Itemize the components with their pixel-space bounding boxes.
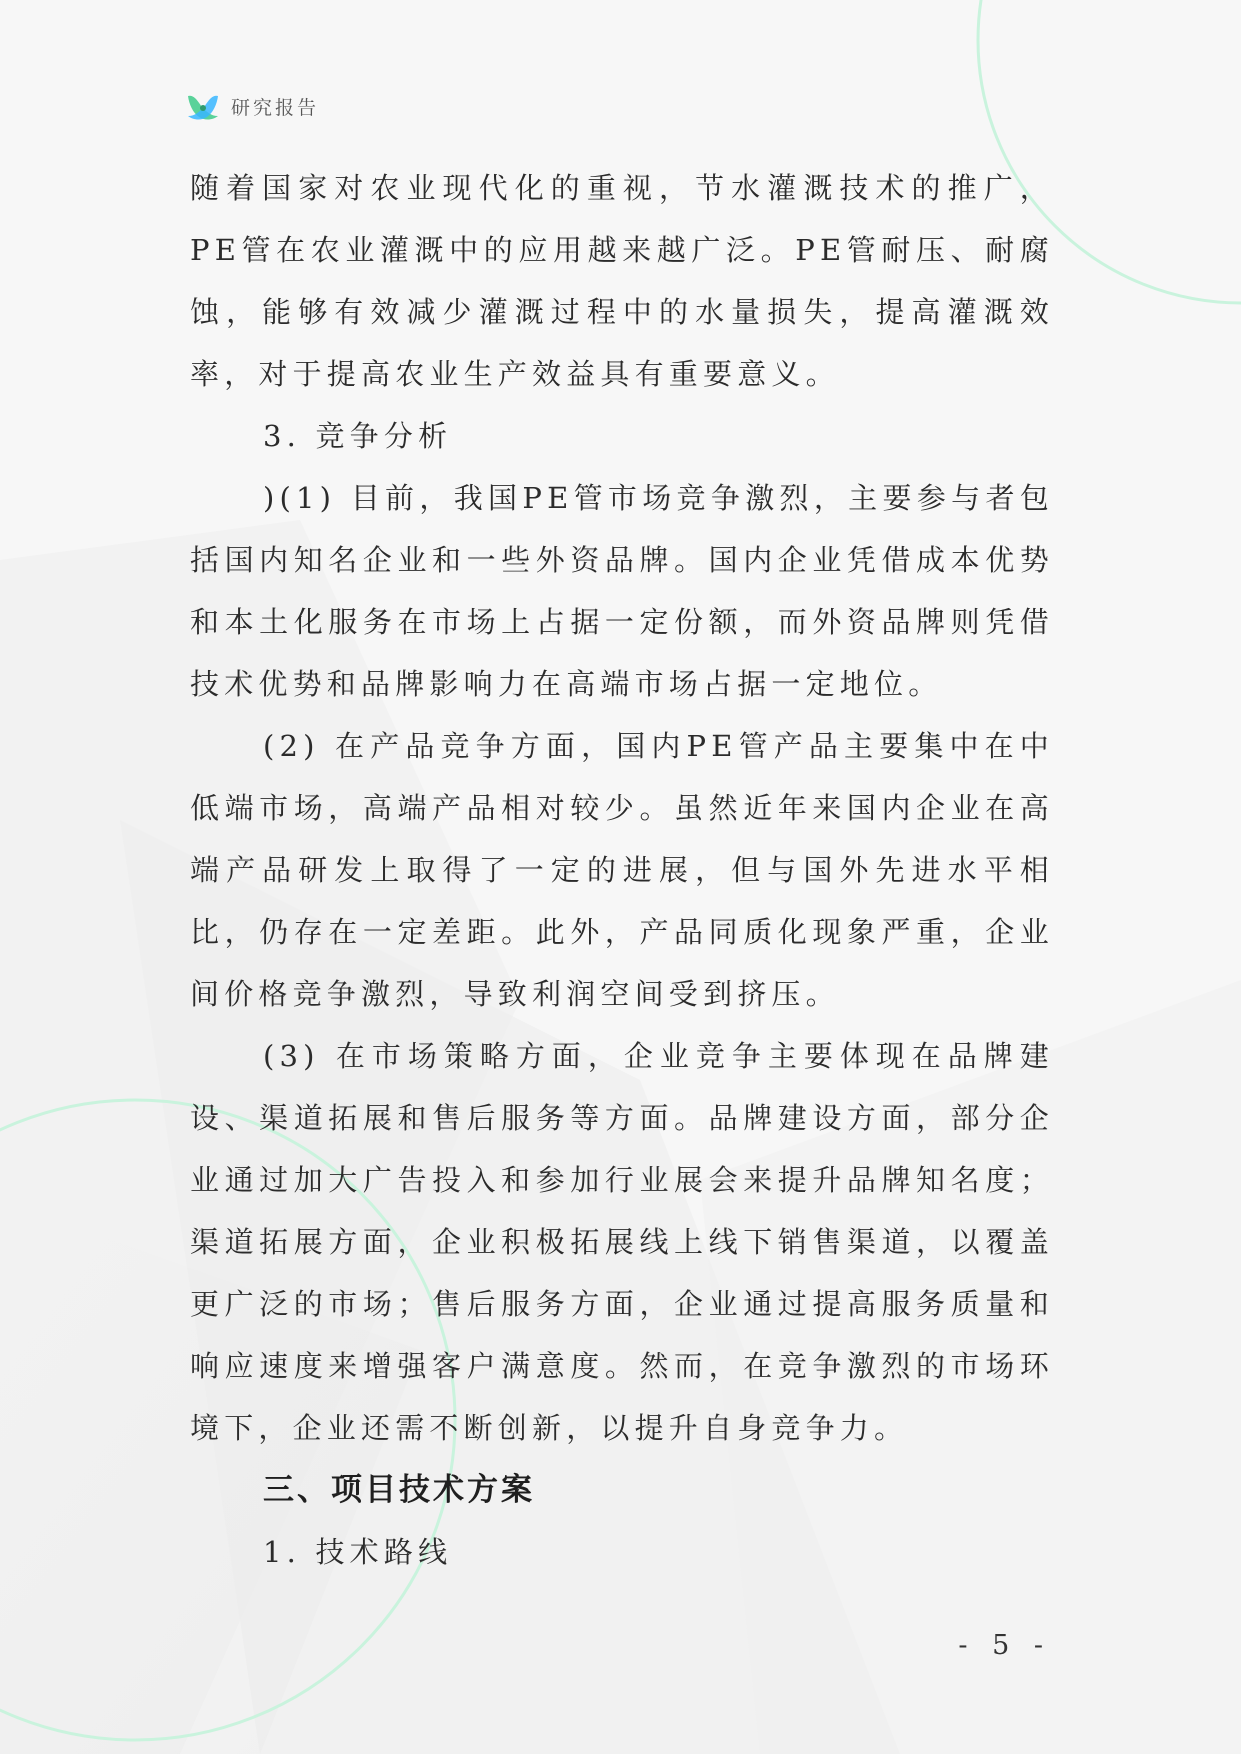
page-number: - 5 -: [958, 1630, 1051, 1661]
heading-competition-analysis: 3. 竞争分析: [263, 419, 453, 453]
page-header: [185, 90, 319, 122]
paragraph-product-competition: (2) 在产品竞争方面，国内PE管产品主要集中在中低端市场，高端产品相对较少。虽然近年来国内企业在高端产品研发上取得了一定的进展，但与国外先进水平相比，仍存在一定差距。此外，产品同质化现象严重，企业间价格竞争激烈，导致利润空间受到挤压。: [190, 729, 1054, 1011]
document-type-label: 研究报告: [231, 96, 320, 119]
paragraph-market-competition: )(1) 目前，我国PE管市场竞争激烈，主要参与者包括国内知名企业和一些外资品牌。国内企业凭借成本优势和本土化服务在市场上占据一定份额，而外资品牌则凭借技术优势和品牌影响力在高端市场占据一定地位。: [190, 481, 1054, 701]
heading-technical-route: 1. 技术路线: [263, 1535, 453, 1569]
document-body: [190, 157, 1054, 1583]
paragraph-pe-agriculture: 随着国家对农业现代化的重视，节水灌溉技术的推广，PE管在农业灌溉中的应用越来越广泛。PE管耐压、耐腐蚀，能够有效减少灌溉过程中的水量损失，提高灌溉效率，对于提高农业生产效益具有重要意义。: [190, 171, 1054, 391]
heading-section-technical-plan: 三、项目技术方案: [263, 1472, 535, 1508]
logo-icon: [185, 90, 221, 122]
paragraph-market-strategy: (3) 在市场策略方面，企业竞争主要体现在品牌建设、渠道拓展和售后服务等方面。品牌建设方面，部分企业通过加大广告投入和参加行业展会来提升品牌知名度；渠道拓展方面，企业积极拓展线上线下销售渠道，以覆盖更广泛的市场；售后服务方面，企业通过提高服务质量和响应速度来增强客户满意度。然而，在竞争激烈的市场环境下，企业还需不断创新，以提升自身竞争力。: [190, 1039, 1054, 1445]
